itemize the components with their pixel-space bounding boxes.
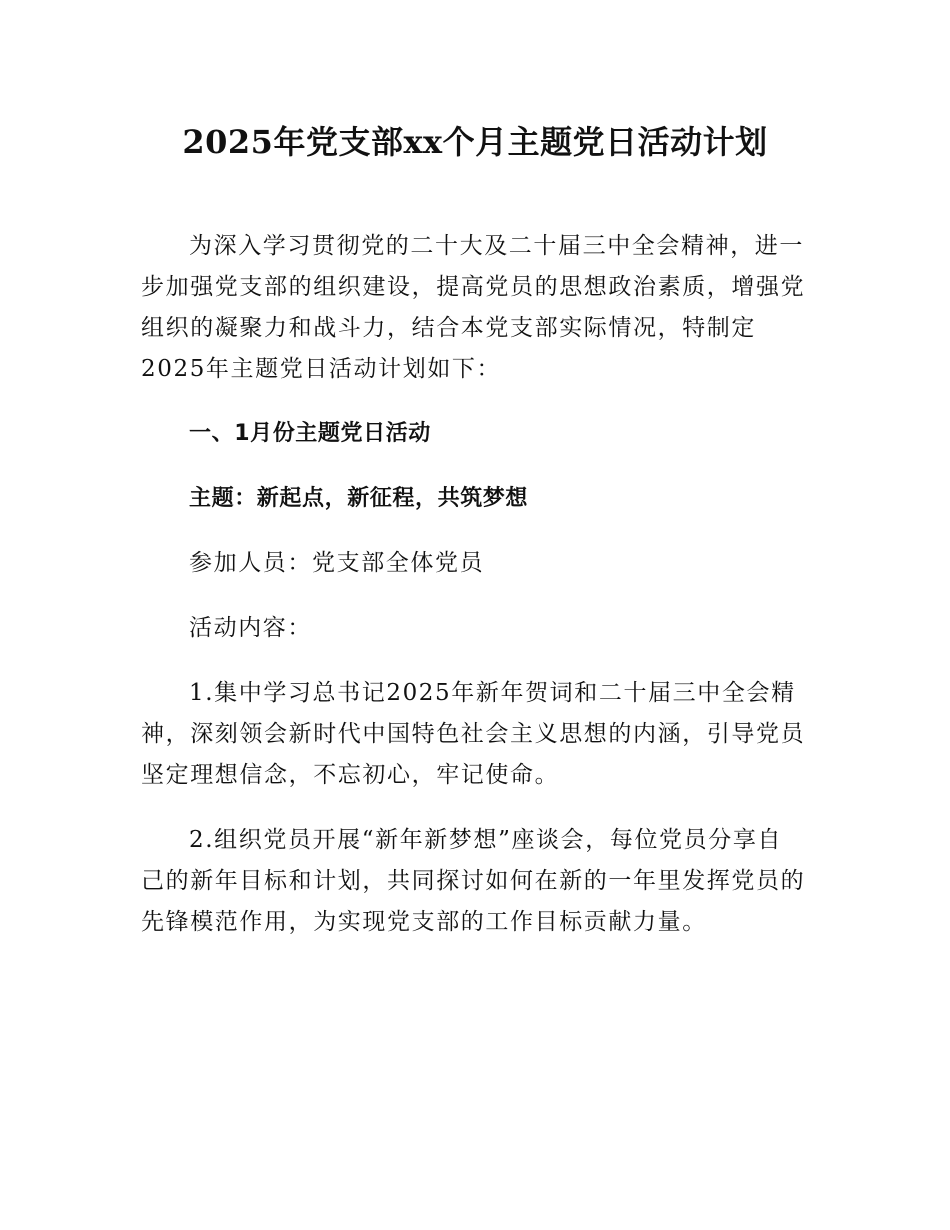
item-line: 1.集中学习总书记2025年新年贺词和二十届三中全会精 xyxy=(189,680,796,706)
intro-line: 为深入学习贯彻党的二十大及二十届三中全会精神，进一 xyxy=(189,233,804,259)
item-line: 坚定理想信念，不忘初心，牢记使命。 xyxy=(141,762,560,788)
intro-line: 组织的凝聚力和战斗力，结合本党支部实际情况，特制定 xyxy=(141,315,756,341)
section-heading: 一、1月份主题党日活动 xyxy=(189,421,431,446)
intro-line: 步加强党支部的组织建设，提高党员的思想政治素质，增强党 xyxy=(141,274,806,300)
item-line: 2.组织党员开展“新年新梦想”座谈会，每位党员分享自 xyxy=(189,827,783,853)
item-line: 己的新年目标和计划，共同探讨如何在新的一年里发挥党员的 xyxy=(141,868,806,894)
section-theme: 主题：新起点，新征程，共筑梦想 xyxy=(189,486,529,511)
item-line: 神，深刻领会新时代中国特色社会主义思想的内涵，引导党员 xyxy=(141,721,806,747)
intro-line: 2025年主题党日活动计划如下： xyxy=(141,356,502,382)
document-title: 2025年党支部xx个月主题党日活动计划 xyxy=(182,123,768,161)
document-body xyxy=(141,226,813,967)
activity-item-1 xyxy=(141,673,813,796)
intro-paragraph xyxy=(141,226,813,390)
item-line: 先锋模范作用，为实现党支部的工作目标贡献力量。 xyxy=(141,909,707,935)
activity-item-2 xyxy=(141,820,813,943)
participants-line: 参加人员：党支部全体党员 xyxy=(189,550,485,576)
content-label: 活动内容： xyxy=(189,615,312,641)
